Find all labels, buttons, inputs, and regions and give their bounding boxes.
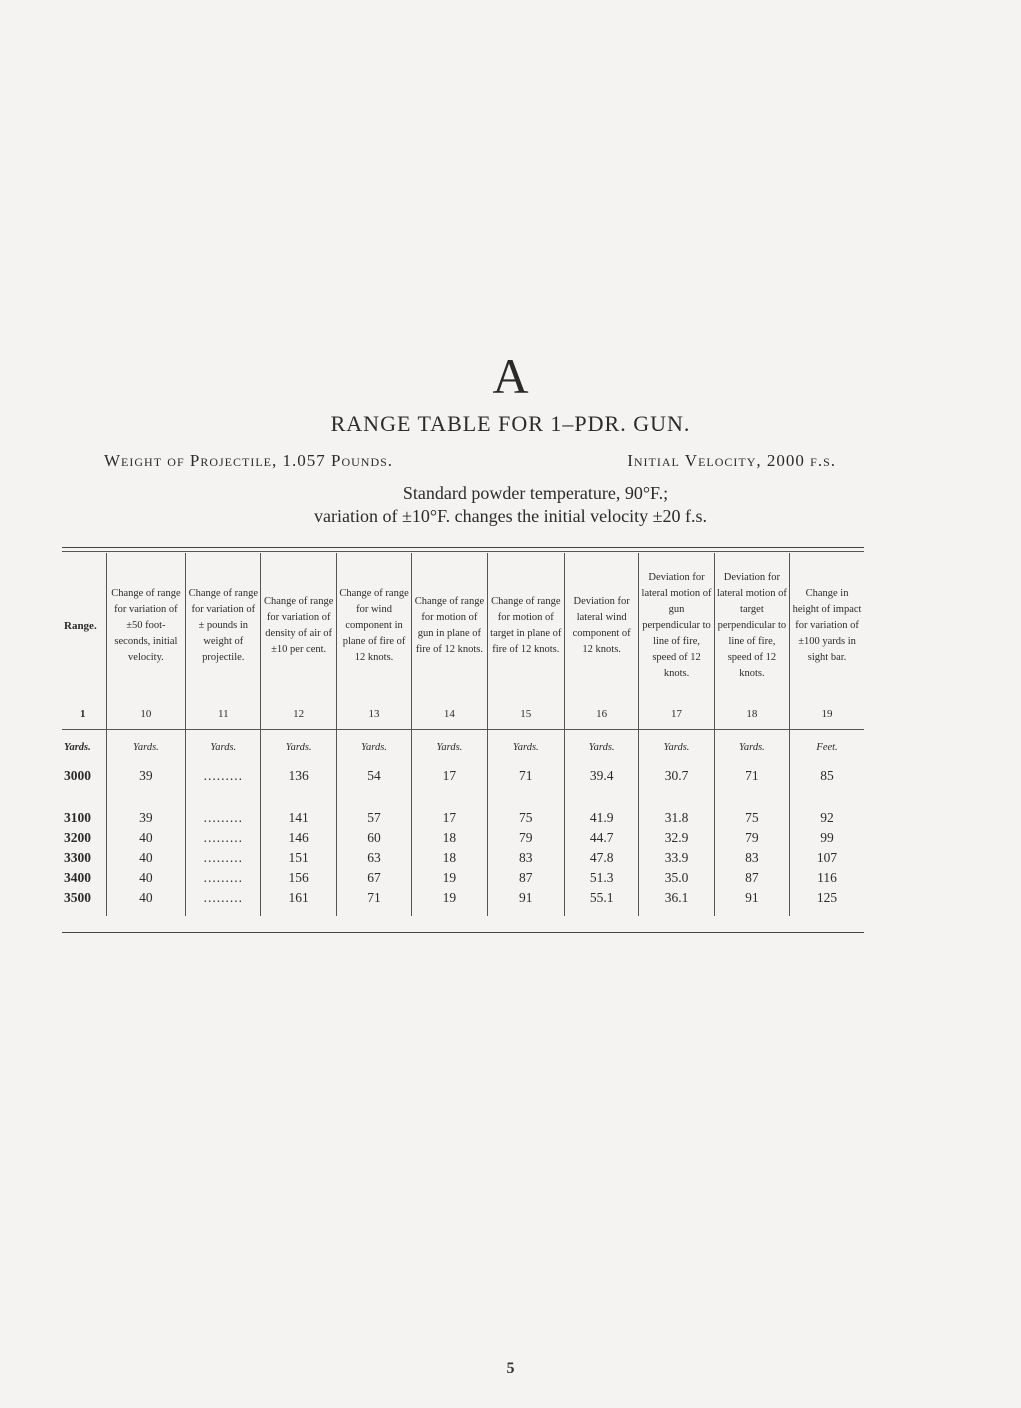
unit-label: Yards. bbox=[639, 730, 714, 765]
value-cell: 75 bbox=[714, 808, 789, 828]
table-bottom-rule bbox=[62, 932, 864, 933]
value-cell: 136 bbox=[261, 764, 336, 788]
table-row bbox=[62, 764, 864, 788]
value-cell: 32.9 bbox=[639, 828, 714, 848]
value-cell: 141 bbox=[261, 808, 336, 828]
temperature-note-line-1: Standard powder temperature, 90°F.; bbox=[402, 483, 669, 503]
initial-velocity: Initial Velocity, 2000 f.s. bbox=[627, 451, 836, 470]
column-number: 14 bbox=[412, 699, 487, 730]
unit-label: Yards. bbox=[62, 730, 106, 765]
value-cell: 79 bbox=[487, 828, 564, 848]
value-cell: 91 bbox=[487, 888, 564, 916]
value-cell: 99 bbox=[790, 828, 864, 848]
column-header: Change in height of impact for variation of ±100 yards in sight bar. bbox=[790, 553, 864, 699]
range-cell: 3500 bbox=[64, 890, 91, 905]
unit-label: Yards. bbox=[186, 730, 261, 765]
projectile-weight: Weight of Projectile, 1.057 Pounds. bbox=[104, 451, 394, 470]
appendix-letter: A bbox=[492, 348, 529, 404]
value-cell: 71 bbox=[336, 888, 411, 916]
unit-label: Yards. bbox=[412, 730, 487, 765]
unit-label: Yards. bbox=[487, 730, 564, 765]
value-cell: 51.3 bbox=[564, 868, 638, 888]
spacer-cell bbox=[487, 788, 564, 808]
value-cell: 54 bbox=[336, 764, 411, 788]
spacer-cell bbox=[186, 788, 261, 808]
page-title: RANGE TABLE FOR 1–PDR. GUN. bbox=[330, 411, 691, 436]
column-header: Change of range for variation of ± pounds in weight of projectile. bbox=[186, 553, 261, 699]
value-cell: 33.9 bbox=[639, 848, 714, 868]
value-cell: 35.0 bbox=[639, 868, 714, 888]
value-cell: ......... bbox=[186, 868, 261, 888]
table-top-rule bbox=[62, 547, 864, 552]
unit-label: Yards. bbox=[714, 730, 789, 765]
value-cell: 17 bbox=[412, 764, 487, 788]
column-number: 18 bbox=[714, 699, 789, 730]
range-cell: 3200 bbox=[64, 830, 91, 845]
table-row bbox=[62, 868, 864, 888]
table-row bbox=[62, 808, 864, 828]
unit-label: Yards. bbox=[261, 730, 336, 765]
value-cell: 63 bbox=[336, 848, 411, 868]
value-cell: 87 bbox=[487, 868, 564, 888]
value-cell: 116 bbox=[790, 868, 864, 888]
column-number: 17 bbox=[639, 699, 714, 730]
value-cell: 83 bbox=[487, 848, 564, 868]
column-number: 11 bbox=[186, 699, 261, 730]
value-cell: 18 bbox=[412, 828, 487, 848]
column-number: 19 bbox=[790, 699, 864, 730]
column-header: Change of range for motion of target in plane of fire of 12 knots. bbox=[487, 553, 564, 699]
value-cell: 39 bbox=[106, 764, 185, 788]
value-cell: 31.8 bbox=[639, 808, 714, 828]
column-number: 1 bbox=[80, 708, 86, 720]
value-cell: 30.7 bbox=[639, 764, 714, 788]
value-cell: 44.7 bbox=[564, 828, 638, 848]
value-cell: 83 bbox=[714, 848, 789, 868]
range-cell: 3400 bbox=[64, 870, 91, 885]
value-cell: 60 bbox=[336, 828, 411, 848]
range-cell: 3000 bbox=[64, 768, 91, 783]
value-cell: 107 bbox=[790, 848, 864, 868]
value-cell: 91 bbox=[714, 888, 789, 916]
value-cell: 19 bbox=[412, 868, 487, 888]
column-number: 13 bbox=[336, 699, 411, 730]
spacer-cell bbox=[714, 788, 789, 808]
spacer-cell bbox=[564, 788, 638, 808]
value-cell: 39.4 bbox=[564, 764, 638, 788]
value-cell: 156 bbox=[261, 868, 336, 888]
column-number: 15 bbox=[487, 699, 564, 730]
spacer-cell bbox=[106, 788, 185, 808]
table-row bbox=[62, 848, 864, 868]
value-cell: 17 bbox=[412, 808, 487, 828]
unit-label: Yards. bbox=[564, 730, 638, 765]
unit-label: Yards. bbox=[336, 730, 411, 765]
column-header: Change of range for variation of ±50 foot-seconds, initial velocity. bbox=[106, 553, 185, 699]
column-header: Deviation for lateral motion of gun perpendicular to line of fire, speed of 12 knots. bbox=[639, 553, 714, 699]
value-cell: ......... bbox=[186, 848, 261, 868]
units-row bbox=[62, 730, 864, 765]
value-cell: 57 bbox=[336, 808, 411, 828]
value-cell: 47.8 bbox=[564, 848, 638, 868]
value-cell: 40 bbox=[106, 868, 185, 888]
value-cell: 146 bbox=[261, 828, 336, 848]
value-cell: 55.1 bbox=[564, 888, 638, 916]
value-cell: 161 bbox=[261, 888, 336, 916]
page-number: 5 bbox=[506, 1360, 515, 1377]
value-cell: 19 bbox=[412, 888, 487, 916]
unit-label: Feet. bbox=[790, 730, 864, 765]
range-cell: 3100 bbox=[64, 810, 91, 825]
value-cell: 41.9 bbox=[564, 808, 638, 828]
spacer-cell bbox=[790, 788, 864, 808]
column-header: Deviation for lateral wind component of 12 knots. bbox=[564, 553, 638, 699]
column-number: 12 bbox=[261, 699, 336, 730]
column-number: 16 bbox=[564, 699, 638, 730]
value-cell: ......... bbox=[186, 888, 261, 916]
value-cell: 75 bbox=[487, 808, 564, 828]
value-cell: ......... bbox=[186, 808, 261, 828]
spacer-cell bbox=[639, 788, 714, 808]
value-cell: 85 bbox=[790, 764, 864, 788]
table-header-row bbox=[62, 553, 864, 699]
table-row bbox=[62, 828, 864, 848]
spacer-row bbox=[62, 788, 864, 808]
value-cell: 125 bbox=[790, 888, 864, 916]
value-cell: 67 bbox=[336, 868, 411, 888]
value-cell: 39 bbox=[106, 808, 185, 828]
value-cell: 79 bbox=[714, 828, 789, 848]
spacer-cell bbox=[62, 788, 106, 808]
value-cell: 87 bbox=[714, 868, 789, 888]
range-table bbox=[62, 553, 864, 916]
value-cell: 40 bbox=[106, 848, 185, 868]
column-header: Change of range for wind component in plane of fire of 12 knots. bbox=[336, 553, 411, 699]
range-cell: 3300 bbox=[64, 850, 91, 865]
value-cell: 71 bbox=[714, 764, 789, 788]
column-header: Change of range for variation of density of air of ±10 per cent. bbox=[261, 553, 336, 699]
column-header: Deviation for lateral motion of target perpendicular to line of fire, speed of 12 knots. bbox=[714, 553, 789, 699]
column-number: 10 bbox=[106, 699, 185, 730]
value-cell: 36.1 bbox=[639, 888, 714, 916]
temperature-note-line-2: variation of ±10°F. changes the initial velocity ±20 f.s. bbox=[314, 506, 707, 526]
value-cell: 18 bbox=[412, 848, 487, 868]
spacer-cell bbox=[336, 788, 411, 808]
column-number-row bbox=[62, 699, 864, 730]
value-cell: ......... bbox=[186, 828, 261, 848]
table-row bbox=[62, 888, 864, 916]
value-cell: 40 bbox=[106, 828, 185, 848]
value-cell: 40 bbox=[106, 888, 185, 916]
value-cell: 151 bbox=[261, 848, 336, 868]
value-cell: ......... bbox=[186, 764, 261, 788]
column-header: Change of range for motion of gun in plane of fire of 12 knots. bbox=[412, 553, 487, 699]
table-body bbox=[62, 764, 864, 916]
spacer-cell bbox=[412, 788, 487, 808]
value-cell: 92 bbox=[790, 808, 864, 828]
unit-label: Yards. bbox=[106, 730, 185, 765]
column-header: Range. bbox=[64, 620, 97, 632]
value-cell: 71 bbox=[487, 764, 564, 788]
spacer-cell bbox=[261, 788, 336, 808]
